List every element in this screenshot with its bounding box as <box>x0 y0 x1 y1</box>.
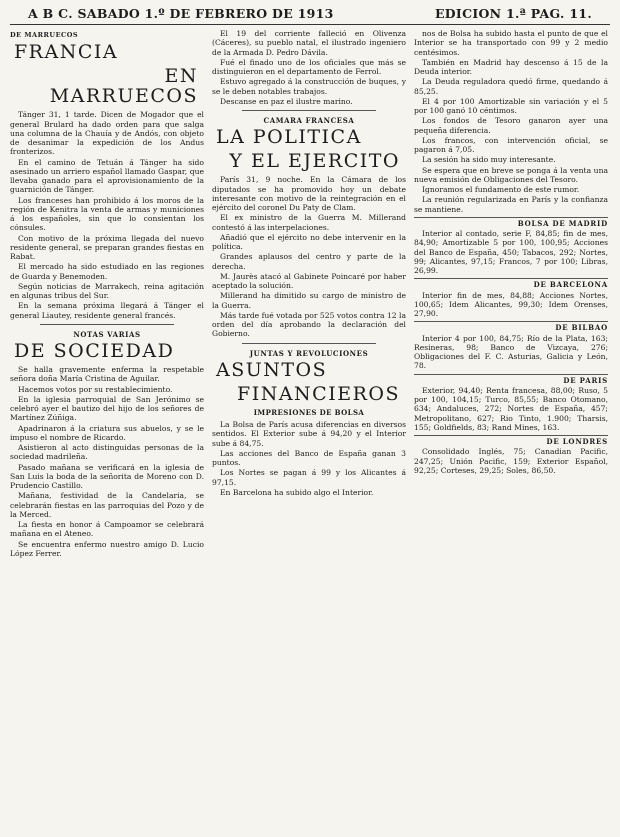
masthead-right: EDICION 1.ª PAG. 11. <box>434 6 592 21</box>
market-title: DE PARIS <box>559 376 608 385</box>
section-title: JUNTAS Y REVOLUCIONES <box>249 348 369 358</box>
article-paragraph: La fiesta en honor á Campoamor se celebrará mañana en el Ateneo. <box>10 520 204 539</box>
article-paragraph: Los franceses han prohibido á los moros de la región de Kenitra la venta de armas y municiones á los españoles, sin que lo consientan los cónsules. <box>10 195 204 233</box>
column-1 <box>10 29 204 829</box>
article-paragraph: Se espera que en breve se ponga á la venta una nueva emisión de Obligaciones del Tesoro. <box>414 165 608 184</box>
article-paragraph: Hacemos votos por su restablecimiento. <box>18 384 173 394</box>
article-paragraph: El ex ministro de la Guerra M. Millerand contestó á las interpelaciones. <box>212 213 406 232</box>
article-paragraph: Con motivo de la próxima llegada del nuevo residente general, se preparan grandes fiestas en Rabat. <box>10 233 204 261</box>
article-paragraph: M. Jaurès atacó al Gabinete Poincaré por haber aceptado la solución. <box>212 271 406 290</box>
article-paragraph: Mañana, festividad de la Candelaria, se celebrarán fiestas en las parroquias del Pozo y de la Merced. <box>10 491 204 519</box>
market-header-paris <box>414 374 608 385</box>
article-paragraph: Los Nortes se pagan á 99 y los Alicantes á 97,15. <box>212 468 406 487</box>
article-paragraph: El mercado ha sido estudiado en las regiones de Guarda y Benemoden. <box>10 262 204 281</box>
article-paragraph: Añadió que el ejército no debe intervenir en la política. <box>212 232 406 251</box>
headline-la-politica: LA POLITICA <box>216 126 362 149</box>
market-header-bilbao <box>414 321 608 332</box>
article-paragraph: En Barcelona ha subido algo el Interior. <box>220 487 374 497</box>
headline-sociedad: DE SOCIEDAD <box>14 340 175 362</box>
market-quotes: Consolidado Inglés, 75; Canadian Pacific, 247,25; Unión Pacific, 159; Exterior Español, 92,25; Corteses, 29,25; Soles, 86,50. <box>414 447 608 475</box>
headline-en-marruecos: EN MARRUECOS <box>49 65 198 108</box>
section-title: CAMARA FRANCESA <box>263 116 355 125</box>
article-paragraph: Fué el finado uno de los oficiales que más se distinguieron en el departamento de Ferrol. <box>212 57 406 76</box>
article-paragraph: Apadrinaron á la criatura sus abuelos, y se le impuso el nombre de Ricardo. <box>10 423 204 442</box>
article-paragraph: Los fondos de Tesoro ganaron ayer una pequeña diferencia. <box>414 116 608 135</box>
article-paragraph: nos de Bolsa ha subido hasta el punto de que el Interior se ha transportado con 99 y 2 medio centésimos. <box>414 29 608 57</box>
article-paragraph: La Deuda reguladora quedó firme, quedando á 85,25. <box>414 77 608 96</box>
article-paragraph: La sesión ha sido muy interesante. <box>422 155 556 165</box>
market-title: DE LONDRES <box>542 437 608 446</box>
article-paragraph: Descanse en paz el ilustre marino. <box>220 96 353 106</box>
article-paragraph: Los francos, con intervención oficial, se pagaron á 7,05. <box>414 135 608 154</box>
divider <box>242 343 376 344</box>
article-paragraph: La Bolsa de París acusa diferencias en diversos sentidos. El Exterior sube á 94,20 y el Interior sube á 84,75. <box>212 420 406 448</box>
article-paragraph: Las acciones del Banco de España ganan 3 puntos. <box>212 448 406 467</box>
column-3 <box>414 29 608 829</box>
divider <box>40 324 174 325</box>
article-paragraph: Más tarde fué votada por 525 votos contra 12 la orden del día aprobando la declaración del Gobierno. <box>212 310 406 339</box>
market-title: DE BILBAO <box>551 323 608 332</box>
article-paragraph: Millerand ha dimitido su cargo de ministro de la Guerra. <box>212 291 406 310</box>
article-paragraph: Grandes aplausos del centro y parte de la derecha. <box>212 252 406 271</box>
article-paragraph: Según noticias de Marrakech, reina agitación en algunas tribus del Sur. <box>10 281 204 300</box>
headline-francia: FRANCIA <box>14 41 119 64</box>
headline-y-el-ejercito: Y EL EJERCITO <box>229 150 400 173</box>
article-paragraph: Asistieron al acto distinguidas personas de la sociedad madrileña. <box>10 443 204 462</box>
divider <box>242 110 376 111</box>
article-paragraph: En la iglesia parroquial de San Jerónimo se celebró ayer el bautizo del hijo de los señores de Martínez Zúñiga. <box>10 394 204 423</box>
article-paragraph: Pasado mañana se verificará en la iglesia de San Luis la boda de la señorita de Moreno con D. Prudencio Castillo. <box>10 462 204 490</box>
article-paragraph: Se halla gravemente enferma la respetable señora doña María Cristina de Aguilar. <box>10 365 204 384</box>
article-paragraph: El 19 del corriente falleció en Olivenza (Cáceres), su pueblo natal, el ilustrado ingeniero de la Armada D. Pedro Dávila. <box>212 29 406 57</box>
article-paragraph: Estuvo agregado á la construcción de buques, y se le deben notables trabajos. <box>212 77 406 96</box>
market-quotes: Interior 4 por 100, 84,75; Río de la Plata, 163; Resineras, 98; Banco de Vizcaya, 276; Obligaciones del F. C. Asturias, Galicia y León, 78. <box>414 333 608 371</box>
market-header-londres <box>414 435 608 446</box>
article-paragraph: En la semana próxima llegará á Tánger el general Liautey, residente general francés. <box>10 301 204 320</box>
headline-asuntos: ASUNTOS <box>216 358 328 381</box>
masthead <box>10 4 610 25</box>
market-header-barcelona <box>414 278 608 289</box>
subhead: IMPRESIONES DE BOLSA <box>253 407 365 417</box>
market-title: BOLSA DE MADRID <box>514 219 608 228</box>
headline-financieros: FINANCIEROS <box>237 382 400 405</box>
market-quotes: Exterior, 94,40; Renta francesa, 88,00; Ruso, 5 por 100, 104,15; Turco, 85,55; Banco Otomano, 634; Andaluces, 272; Nortes de España, 457; Metropolitano, 627; Rio Tinto, 1.900; Tharsis, 155; Goldfields, 83; Rand Mines, 163. <box>414 385 608 432</box>
article-paragraph: En el camino de Tetuán á Tánger ha sido asesinado un arriero español llamado Gaspar, que llevaba ganado para el aprovisionamiento de la guarnición de Tánger. <box>10 157 204 195</box>
masthead-left: A B C. SABADO 1.º DE FEBRERO DE 1913 <box>28 6 334 21</box>
market-quotes: Interior al contado, serie F, 84,85; fin de mes, 84,90; Amortizable 5 por 100, 100,95; Acciones del Banco de España, 450; Tabacos, 292; Nortes, 99; Alicantes, 97,15; Francos, 7 por 100; Libras, 26,99. <box>414 229 608 275</box>
article-paragraph: Ignoramos el fundamento de este rumor. <box>422 185 580 194</box>
article-paragraph: También en Madrid hay descenso á 15 de la Deuda interior. <box>414 57 608 76</box>
article-paragraph: Se encuentra enfermo nuestro amigo D. Lucio López Ferrer. <box>10 539 204 558</box>
section-title: NOTAS VARIAS <box>73 329 141 339</box>
kicker: DE MARRUECOS <box>10 31 79 39</box>
article-paragraph: El 4 por 100 Amortizable sin variación y el 5 por 100 ganó 10 céntimos. <box>414 96 608 115</box>
article-paragraph: Tánger 31, 1 tarde. Dicen de Mogador que el general Brulard ha dado orden para que salga una columna de la Chauía y de Andós, con objeto de desanimar la expedición de los Andus fronterizos. <box>10 110 204 157</box>
article-paragraph: París 31, 9 noche. En la Cámara de los diputados se ha promovido hoy un debate interesante con motivo de la reintegración en el ejército del coronel Du Paty de Clam. <box>212 175 406 212</box>
market-title: DE BARCELONA <box>530 280 608 289</box>
market-header-madrid <box>414 217 608 228</box>
article-paragraph: La reunión regularizada en París y la confianza se mantiene. <box>414 195 608 214</box>
market-quotes: Interior fin de mes, 84,88; Acciones Nortes, 100,65; Idem Alicantes, 99,30; Idem Orenses, 27,90. <box>414 290 608 318</box>
column-2 <box>212 29 406 829</box>
